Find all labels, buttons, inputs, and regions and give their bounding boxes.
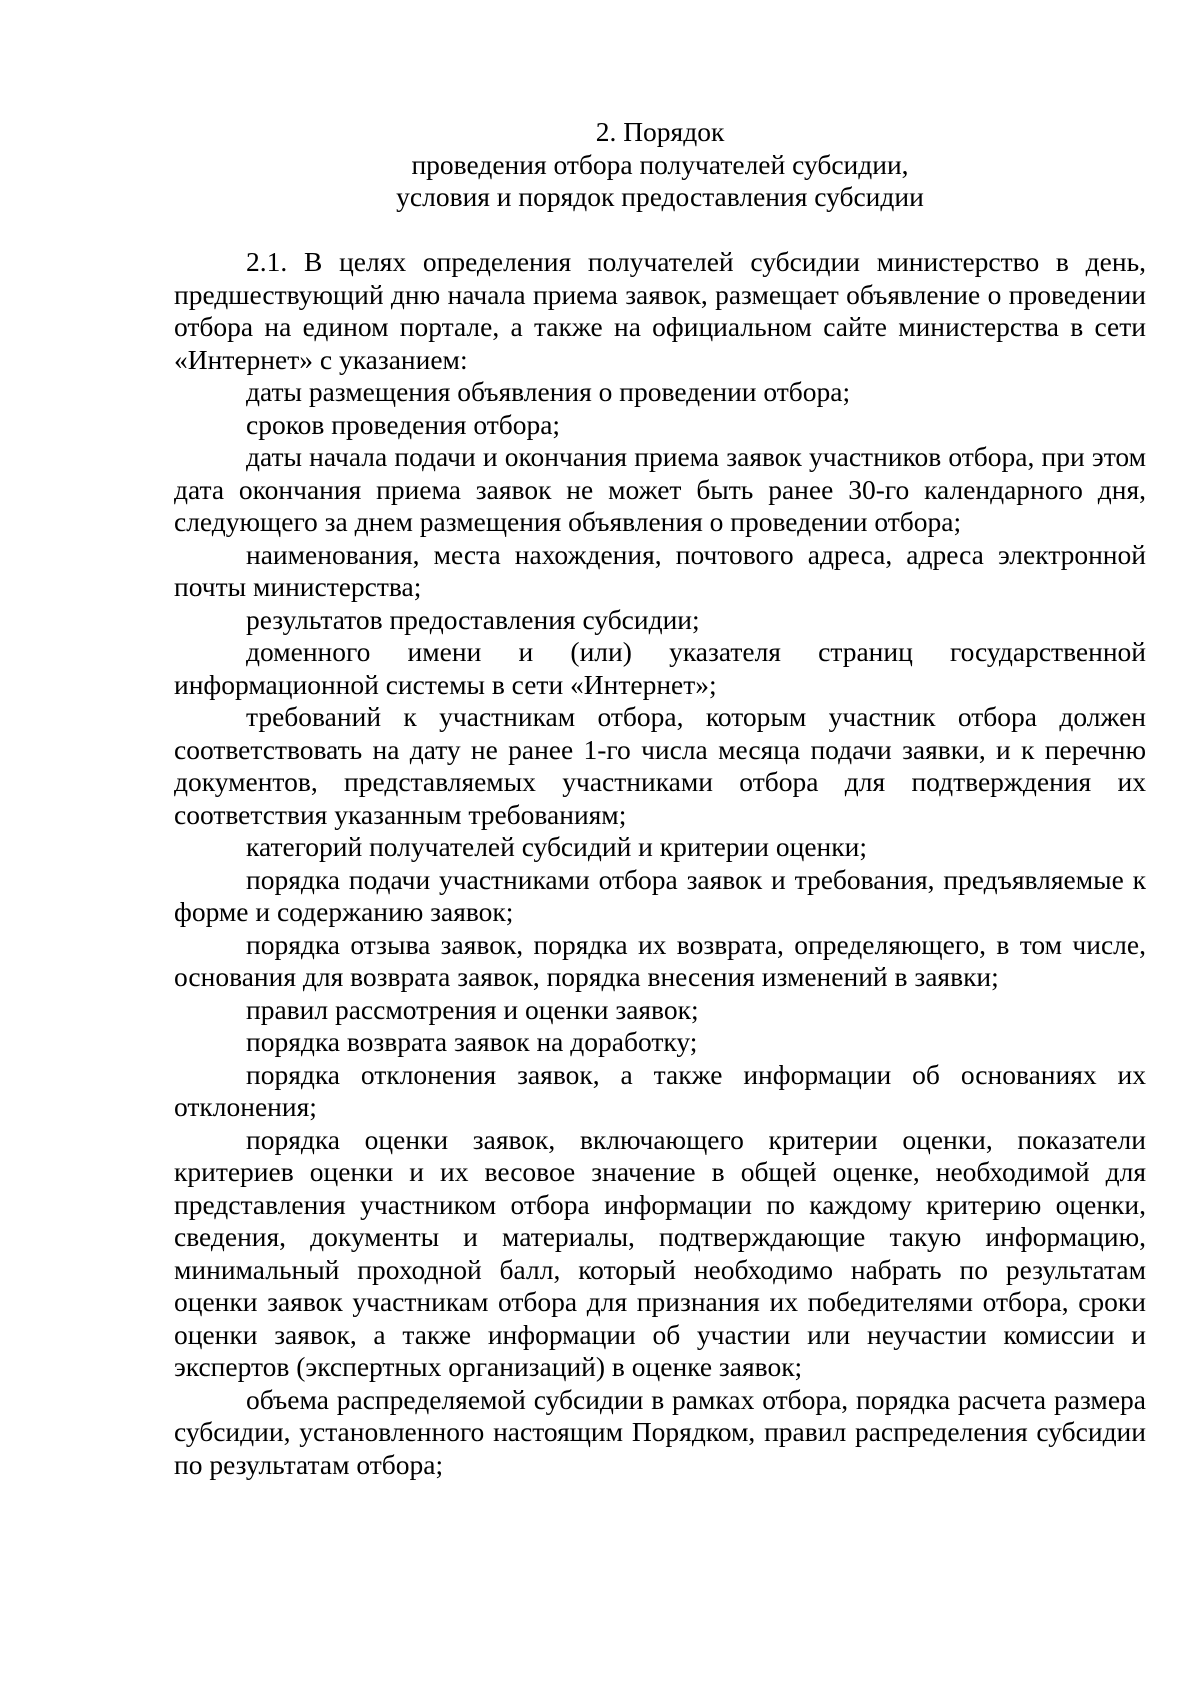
list-item-return-for-revision: порядка возврата заявок на доработку; — [246, 1026, 698, 1057]
section-heading — [174, 116, 1146, 214]
heading-line-number: 2. Порядок — [595, 116, 725, 147]
list-item-review-rules: правил рассмотрения и оценки заявок; — [246, 993, 699, 1025]
list-item-participant-requirements: требований к участникам отбора, которым участник отбора должен соответствовать на дату не ранее 1-го числа месяца подачи заявки, и к перечню документов, представляемых участниками отбора для подтверждения их соответствия указанным требованиям; — [174, 701, 1146, 830]
list-item-subsidy-volume: объема распределяемой субсидии в рамках отбора, порядка расчета размера субсидии, установленного настоящим Порядком, правил распределения субсидии по результатам отбора; — [174, 1383, 1146, 1480]
list-item-application-dates: даты начала подачи и окончания приема заявок участников отбора, при этом дата окончания приема заявок не может быть ранее 30-го календарного дня, следующего за днем размещения объявления о проведении отбора; — [174, 441, 1146, 537]
paragraph-2-1-intro: 2.1. В целях определения получателей субсидии министерство в день, предшествующий дню начала приема заявок, размещает объявление о проведении отбора на едином портале, а также на официальном сайте министерства в сети «Интернет» с указанием: — [174, 246, 1146, 375]
list-item-evaluation-procedure: порядка оценки заявок, включающего критерии оценки, показатели критериев оценки и их весовое значение в общей оценке, необходимой для представления участником отбора информации по каждому критерию оценки, сведения, документы и материалы, подтверждающие такую информацию, минимальный проходной балл, который необходимо набрать по результатам оценки заявок участникам отбора для признания их победителями отбора, сроки оценки заявок, а также информации об участии или неучастии комиссии и экспертов (экспертных организаций) в оценке заявок; — [174, 1123, 1146, 1382]
heading-line-subtitle: условия и порядок предоставления субсидии — [396, 181, 924, 212]
list-item-announcement-date: даты размещения объявления о проведении отбора; — [246, 376, 851, 407]
list-item-rejection: порядка отклонения заявок, а также информации об основаниях их отклонения; — [174, 1058, 1146, 1122]
list-item-application-withdrawal: порядка отзыва заявок, порядка их возврата, определяющего, в том числе, основания для возврата заявок, порядка внесения изменений в заявки; — [174, 928, 1146, 992]
list-item-domain-name: доменного имени и (или) указателя страниц государственной информационной системы в сети «Интернет»; — [174, 636, 1146, 700]
document-body — [174, 246, 1146, 1481]
list-item-ministry-contacts: наименования, места нахождения, почтового адреса, адреса электронной почты министерства; — [174, 538, 1146, 602]
list-item-recipient-categories: категорий получателей субсидий и критерии оценки; — [246, 831, 867, 862]
list-item-selection-period: сроков проведения отбора; — [246, 408, 561, 440]
list-item-application-submission: порядка подачи участниками отбора заявок и требования, предъявляемые к форме и содержанию заявок; — [174, 863, 1146, 927]
list-item-subsidy-results: результатов предоставления субсидии; — [246, 603, 700, 635]
heading-line-title: проведения отбора получателей субсидии, — [411, 148, 909, 180]
